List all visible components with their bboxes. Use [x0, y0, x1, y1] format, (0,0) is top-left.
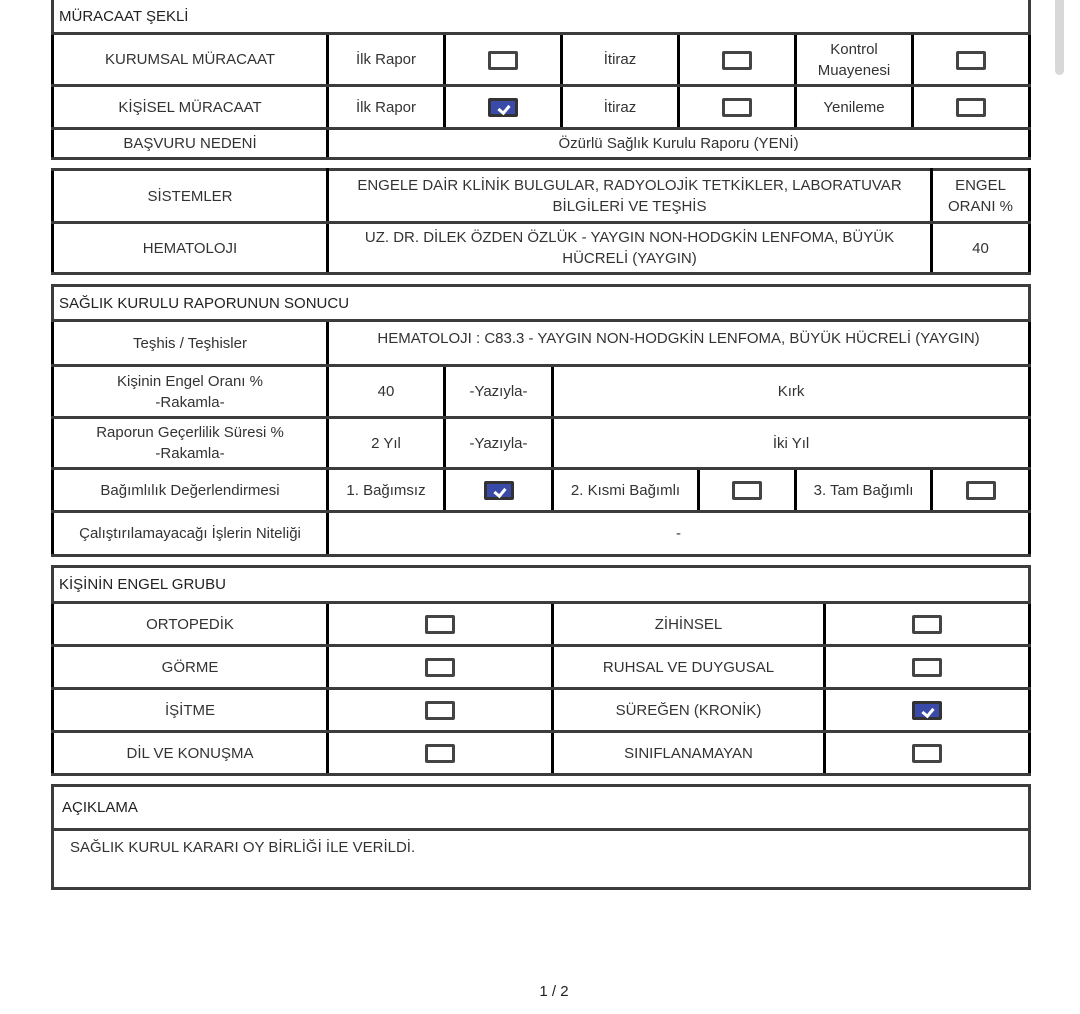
checkbox-bagimsiz[interactable]	[484, 481, 514, 500]
muracaat-row-label: KİŞİSEL MÜRACAAT	[53, 86, 328, 129]
checkbox-ruhsal-duygusal[interactable]	[912, 658, 942, 677]
option-label: İlk Rapor	[328, 34, 445, 86]
group-label: ZİHİNSEL	[553, 603, 825, 646]
option-label: Kontrol Muayenesi	[796, 34, 913, 86]
gecerlilik-number: 2 Yıl	[328, 418, 445, 469]
isler-value: -	[328, 512, 1030, 556]
group-label: DİL VE KONUŞMA	[53, 732, 328, 775]
system-finding: UZ. DR. DİLEK ÖZDEN ÖZLÜK - YAYGIN NON-HODGKİN LENFOMA, BÜYÜK HÜCRELİ (YAYGIN)	[328, 223, 932, 274]
muracaat-header: MÜRACAAT ŞEKLİ	[53, 0, 1030, 34]
aciklama-table	[51, 784, 1031, 890]
checkbox-kisisel-itiraz[interactable]	[722, 98, 752, 117]
option-label: İtiraz	[562, 86, 679, 129]
checkbox-sureegen-kronik[interactable]	[912, 701, 942, 720]
engel-grubu-table	[51, 565, 1031, 776]
checkbox-isitme[interactable]	[425, 701, 455, 720]
checkbox-tam-bagimli[interactable]	[966, 481, 996, 500]
option-label: İtiraz	[562, 34, 679, 86]
engel-orani-text: Kırk	[553, 366, 1030, 418]
checkbox-gorme[interactable]	[425, 658, 455, 677]
basvuru-nedeni-label: BAŞVURU NEDENİ	[53, 129, 328, 159]
checkbox-kurumsal-kontrol-muayenesi[interactable]	[956, 51, 986, 70]
sistemler-table	[51, 168, 1031, 275]
system-name: HEMATOLOJI	[53, 223, 328, 274]
group-label: SINIFLANAMAYAN	[553, 732, 825, 775]
checkbox-kurumsal-itiraz[interactable]	[722, 51, 752, 70]
system-rate: 40	[932, 223, 1030, 274]
group-label: SÜREĞEN (KRONİK)	[553, 689, 825, 732]
checkbox-siniflanamayan[interactable]	[912, 744, 942, 763]
group-label: ORTOPEDİK	[53, 603, 328, 646]
gecerlilik-label-line2: -Rakamla-	[155, 445, 225, 462]
option-label: Yenileme	[796, 86, 913, 129]
muracaat-row-kurumsal	[53, 34, 1030, 86]
checkbox-kisisel-ilk-rapor[interactable]	[488, 98, 518, 117]
bulgular-col-header: ENGELE DAİR KLİNİK BULGULAR, RADYOLOJİK TETKİKLER, LABORATUVAR BİLGİLERİ VE TEŞHİS	[328, 170, 932, 223]
option-label: 1. Bağımsız	[328, 469, 445, 512]
group-label: GÖRME	[53, 646, 328, 689]
muracaat-table	[51, 0, 1031, 160]
engel-orani-label	[53, 366, 328, 418]
engel-grubu-row	[53, 689, 1030, 732]
teshis-value: HEMATOLOJI : C83.3 - YAYGIN NON-HODGKİN LENFOMA, BÜYÜK HÜCRELİ (YAYGIN)	[328, 321, 1030, 366]
checkbox-dil-konusma[interactable]	[425, 744, 455, 763]
engel-orani-yaziyla-label: -Yazıyla-	[445, 366, 553, 418]
engel-grubu-row	[53, 603, 1030, 646]
group-label: İŞİTME	[53, 689, 328, 732]
engel-orani-label-line2: -Rakamla-	[155, 393, 225, 411]
engel-orani-number: 40	[328, 366, 445, 418]
basvuru-nedeni-value: Özürlü Sağlık Kurulu Raporu (YENİ)	[328, 129, 1030, 159]
sistemler-col-header: SİSTEMLER	[53, 170, 328, 223]
page-indicator: 1 / 2	[539, 983, 569, 1000]
muracaat-row-kisisel	[53, 86, 1030, 129]
checkbox-kismi-bagimli[interactable]	[732, 481, 762, 500]
gecerlilik-text: İki Yıl	[553, 418, 1030, 469]
engel-orani-label-line1: Kişinin Engel Oranı %	[117, 372, 263, 390]
group-label: RUHSAL VE DUYGUSAL	[553, 646, 825, 689]
gecerlilik-label-line1: Raporun Geçerlilik Süresi %	[96, 424, 284, 441]
sonuc-table	[51, 284, 1031, 557]
option-label: İlk Rapor	[328, 86, 445, 129]
scrollbar-thumb[interactable]	[1055, 0, 1064, 75]
bagimlilik-label: Bağımlılık Değerlendirmesi	[53, 469, 328, 512]
muracaat-row-label: KURUMSAL MÜRACAAT	[53, 34, 328, 86]
aciklama-text: SAĞLIK KURUL KARARI OY BİRLİĞİ İLE VERİLDİ.	[53, 830, 1030, 889]
checkbox-kurumsal-ilk-rapor[interactable]	[488, 51, 518, 70]
gecerlilik-yaziyla-label: -Yazıyla-	[445, 418, 553, 469]
checkbox-zihinsel[interactable]	[912, 615, 942, 634]
engel-grubu-header: KİŞİNİN ENGEL GRUBU	[53, 567, 1030, 603]
checkbox-ortopedik[interactable]	[425, 615, 455, 634]
gecerlilik-label	[53, 418, 328, 469]
engel-grubu-row	[53, 732, 1030, 775]
engel-orani-col-header: ENGEL ORANI %	[932, 170, 1030, 223]
isler-label: Çalıştırılamayacağı İşlerin Niteliği	[53, 512, 328, 556]
aciklama-header: AÇIKLAMA	[53, 786, 1030, 830]
checkbox-kisisel-yenileme[interactable]	[956, 98, 986, 117]
sonuc-header: SAĞLIK KURULU RAPORUNUN SONUCU	[53, 286, 1030, 321]
option-label: 2. Kısmi Bağımlı	[553, 469, 699, 512]
teshis-label: Teşhis / Teşhisler	[53, 321, 328, 366]
engel-grubu-row	[53, 646, 1030, 689]
sistemler-row	[53, 223, 1030, 274]
option-label: 3. Tam Bağımlı	[796, 469, 932, 512]
